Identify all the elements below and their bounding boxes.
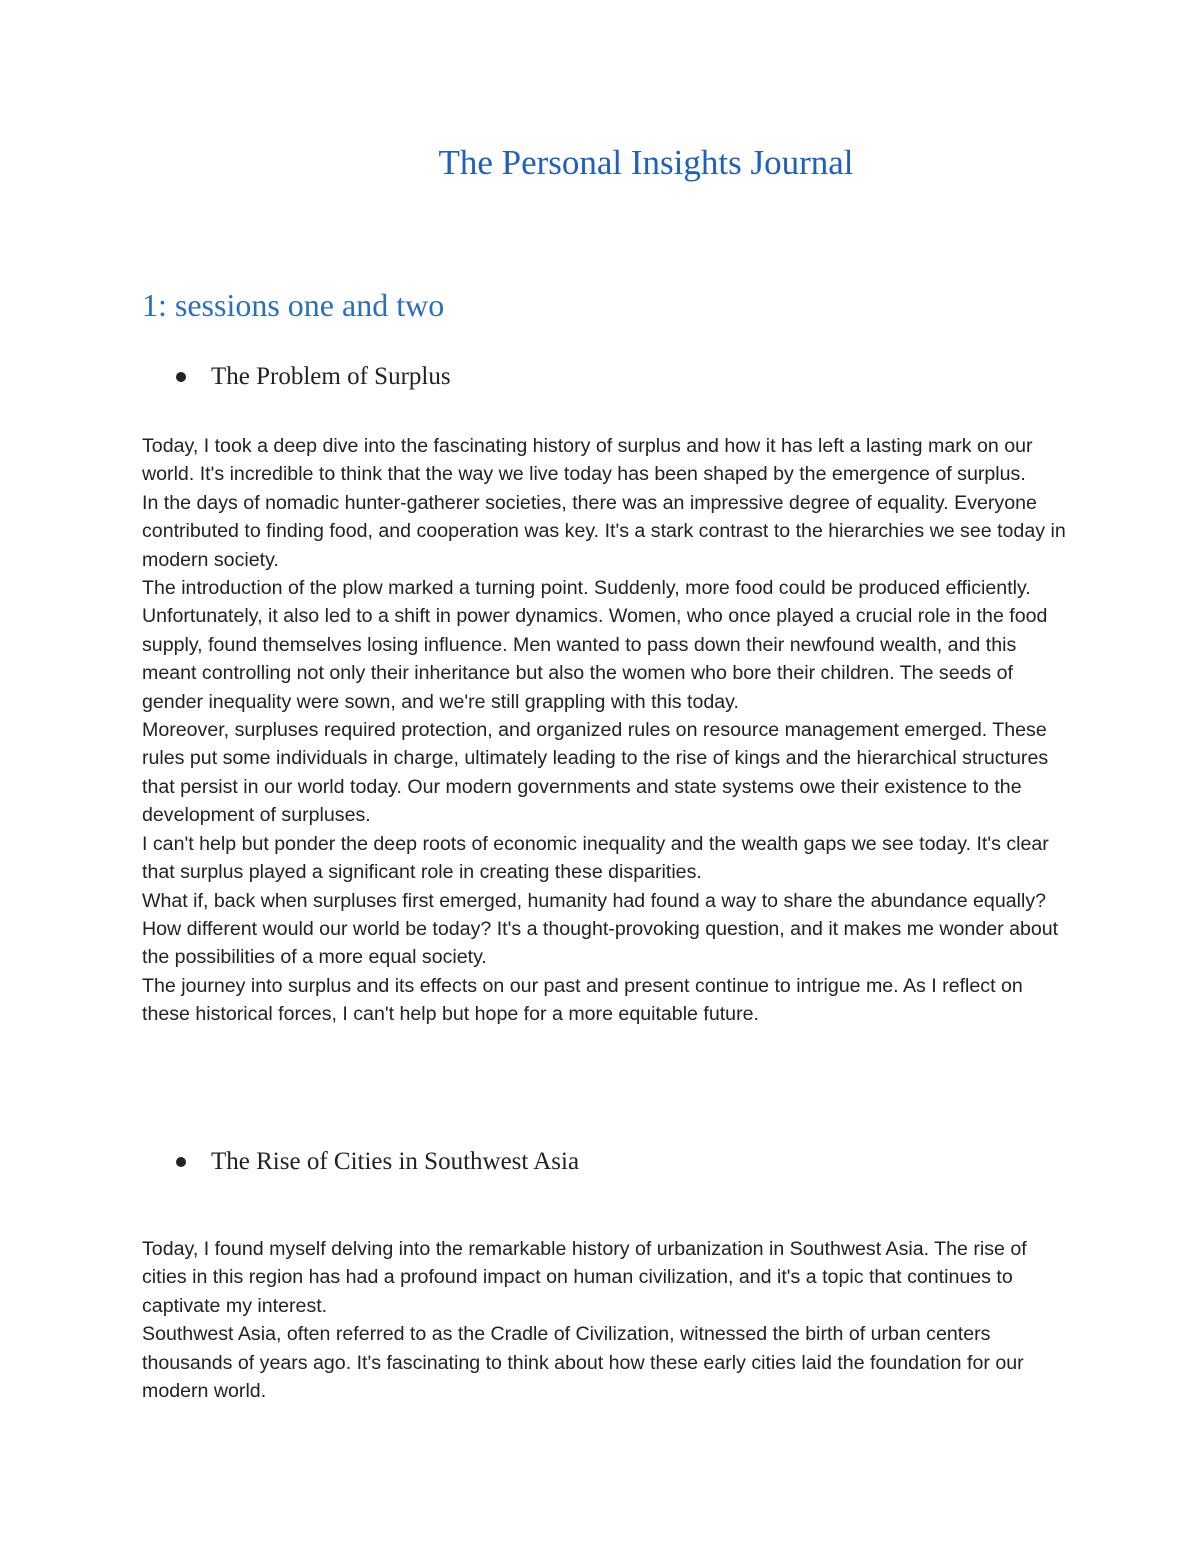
paragraph: Today, I took a deep dive into the fascinating history of surplus and how it has left a lasting mark on our world. It's incredible to think that the way we live today has been shaped by the emergence of surplus. (142, 435, 1033, 486)
paragraph: Southwest Asia, often referred to as the Cradle of Civilization, witnessed the birth of urban centers thousands of years ago. It's fascinating to think about how these early cities laid the foundation for our modern world. (142, 1323, 1024, 1403)
paragraph: What if, back when surpluses first emerged, humanity had found a way to share the abundance equally? How different would our world be today? It's a thought-provoking question, and it makes me wonder about the possibilities of a more equal society. (142, 889, 1059, 969)
bullet-icon (176, 372, 186, 382)
bullet-icon (176, 1157, 186, 1167)
topic-heading-surplus (176, 362, 451, 392)
topic-heading-cities (176, 1147, 579, 1177)
paragraph: Today, I found myself delving into the remarkable history of urbanization in Southwest Asia. The rise of cities in this region has had a profound impact on human civilization, and it's a topic that continues to captivate my interest. (142, 1238, 1027, 1317)
section-heading: 1: sessions one and two (142, 287, 445, 323)
paragraph: Moreover, surpluses required protection, and organized rules on resource management emerged. These rules put some individuals in charge, ultimately leading to the rise of kings and the hierarchical structures that persist in our world today. Our modern governments and state systems owe their existence to the development of surpluses. (142, 719, 1049, 827)
document-title: The Personal Insights Journal (438, 143, 854, 182)
topic-body-cities (142, 1235, 1072, 1405)
paragraph: I can't help but ponder the deep roots of economic inequality and the wealth gaps we see today. It's clear that surplus played a significant role in creating these disparities. (142, 832, 1049, 884)
paragraph: In the days of nomadic hunter-gatherer societies, there was an impressive degree of equality. Everyone contributed to finding food, and cooperation was key. It's a stark contrast to the hierarchies we see today in modern society. (142, 491, 1066, 571)
topic-heading-label: The Rise of Cities in Southwest Asia (211, 1148, 580, 1175)
paragraph: The journey into surplus and its effects on our past and present continue to intrigue me. As I reflect on these historical forces, I can't help but hope for a more equitable future. (142, 974, 1023, 1026)
paragraph: The introduction of the plow marked a turning point. Suddenly, more food could be produced efficiently. Unfortunately, it also led to a shift in power dynamics. Women, who once played a crucial role in the food supply, found themselves losing influence. Men wanted to pass down their newfound wealth, and this meant controlling not only their inheritance but also the women who bore their children. The seeds of gender inequality were sown, and we're still grappling with this today. (142, 577, 1048, 713)
topic-body-surplus (142, 432, 1072, 1029)
topic-heading-label: The Problem of Surplus (211, 363, 451, 390)
